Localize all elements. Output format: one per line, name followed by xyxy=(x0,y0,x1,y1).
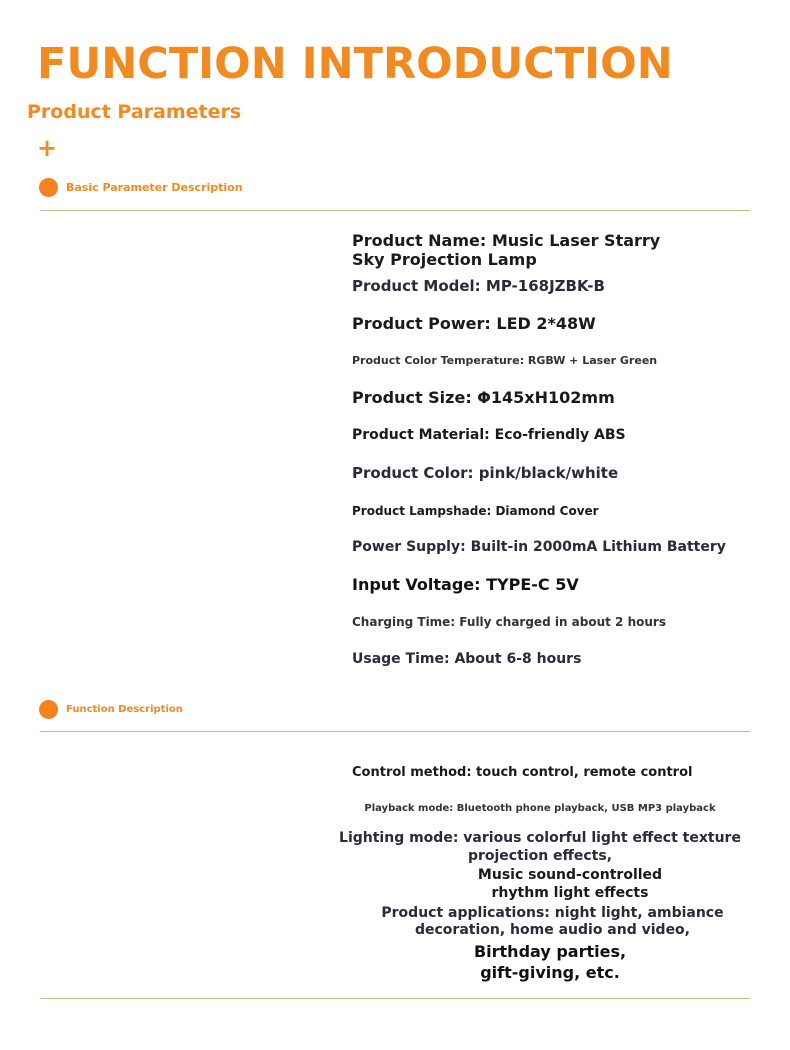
param-product-size: Product Size: Φ145xH102mm xyxy=(352,388,615,407)
bullet-dot-icon xyxy=(39,178,58,197)
param-usage-time: Usage Time: About 6-8 hours xyxy=(352,651,582,667)
function-applications-line2: decoration, home audio and video, xyxy=(414,922,690,938)
function-music-line2: rhythm light effects xyxy=(491,885,649,901)
param-product-material: Product Material: Eco-friendly ABS xyxy=(352,427,626,443)
param-product-name-line2: Sky Projection Lamp xyxy=(352,250,537,269)
divider xyxy=(40,210,750,211)
function-description-heading: Function Description xyxy=(66,704,183,715)
param-product-model: Product Model: MP-168JZBK-B xyxy=(352,277,605,295)
param-lampshade: Product Lampshade: Diamond Cover xyxy=(352,504,599,518)
divider xyxy=(40,731,750,732)
param-color-temperature: Product Color Temperature: RGBW + Laser Green xyxy=(352,354,658,367)
section-subtitle: Product Parameters xyxy=(27,101,242,123)
function-birthday-line2: gift-giving, etc. xyxy=(480,963,620,982)
bullet-dot-icon xyxy=(39,700,58,719)
plus-icon: + xyxy=(37,134,58,162)
divider xyxy=(40,998,750,999)
function-lighting-mode-line2: projection effects, xyxy=(467,848,613,864)
function-birthday-line1: Birthday parties, xyxy=(473,942,627,961)
function-lighting-mode-line1: Lighting mode: various colorful light effect texture xyxy=(339,830,741,846)
function-applications-line1: Product applications: night light, ambiance xyxy=(381,905,724,921)
page-title: FUNCTION INTRODUCTION xyxy=(37,39,673,89)
param-product-name-line1: Product Name: Music Laser Starry xyxy=(352,231,661,250)
param-power-supply: Power Supply: Built-in 2000mA Lithium Battery xyxy=(352,539,726,555)
param-product-power: Product Power: LED 2*48W xyxy=(352,314,596,333)
param-input-voltage: Input Voltage: TYPE-C 5V xyxy=(352,575,579,594)
param-charging-time: Charging Time: Fully charged in about 2 hours xyxy=(352,615,666,629)
function-playback-mode: Playback mode: Bluetooth phone playback, USB MP3 playback xyxy=(364,803,716,814)
function-control-method: Control method: touch control, remote control xyxy=(352,765,693,780)
basic-parameter-heading: Basic Parameter Description xyxy=(66,181,243,194)
function-music-line1: Music sound-controlled xyxy=(477,867,663,883)
param-product-color: Product Color: pink/black/white xyxy=(352,464,619,482)
